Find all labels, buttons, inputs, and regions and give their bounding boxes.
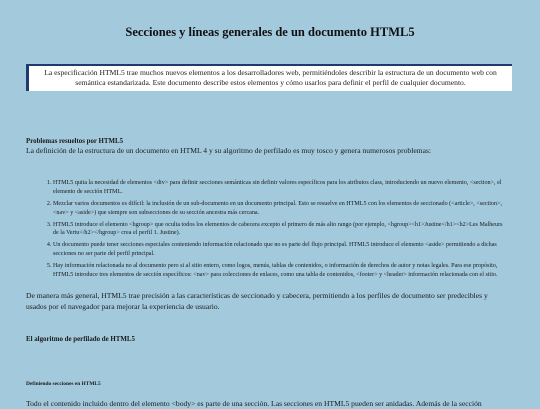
list-item: 3. HTML5 introduce el elemento <hgroup> que oculta todos los elementos de cabecera excepto el primero de más alto rango (por ejemplo, <hgroup><h1>Justine</h1><h2>Les Malheurs de la Vertu</h2></hgroup> crea el perfil 1. Justine). bbox=[53, 221, 509, 239]
section-heading-problems: Problemas resueltos por HTML5 bbox=[26, 138, 124, 145]
list-item: 4. Un documento puede tener secciones especiales conteniendo información relacionado que no es parte del flujo principal. HTML5 introduce el elemento <aside> permitiendo a dichas secciones no ser parte del perfil principal. bbox=[53, 241, 509, 259]
page-title: Secciones y líneas generales de un documento HTML5 bbox=[125, 25, 415, 39]
section-lead-paragraph: La definición de la estructura de un documento en HTML 4 y su algoritmo de perfilado es muy tosco y genera numerosos problemas: bbox=[26, 145, 432, 155]
problems-list bbox=[36, 179, 509, 283]
list-item: 5. Hay información relacionada no al documento pero si al sitio entero, como logos, menús, tablas de contenidos, o información de derechos de autor y notas legales. Para ese propósito, HTML5 introduce tres elementos de sección específicos: <nav> para colecciones de enlaces, como una tabla de contenidos, <footer> y <header> información relacionada con el sitio. bbox=[53, 262, 509, 280]
section-heading-algorithm: El algoritmo de perfilado de HTML5 bbox=[26, 336, 135, 343]
intro-summary-box: La especificación HTML5 trae muchos nuevos elementos a los desarrolladores web, permitiéndoles describir la estructura de un documento web con semántica estandarizada. Este documento describe estos elementos y cómo usarlos para definir el perfil de cualquier documento. bbox=[26, 64, 512, 91]
body-paragraph: Todo el contenido incluido dentro del elemento <body> es parte de una sección. Las secciones en HTML5 pueden ser anidadas. Además de la sección bbox=[26, 399, 482, 408]
subsection-heading-defining: Definiendo secciones en HTML5 bbox=[26, 381, 101, 387]
list-item: 1. HTML5 quita la necesidad de elementos <div> para definir secciones semánticas sin definir valores específicos para los atributos class, introduciendo un nuevo elemento, <section>, el elemento de sección HTML. bbox=[53, 179, 509, 197]
closing-paragraph: De manera más general, HTML5 trae precisión a las características de seccionado y cabecera, permitiendo a los perfiles de documento ser predecibles y usados por el navegador para mejorar la experiencia de usuario. bbox=[26, 291, 488, 311]
list-item: 2. Mezclar varios documentos es difícil: la inclusión de un sub-documento en un documento principal. Esto se resuelve en HTML5 con los elementos de seccionado (<article>, <section>, <nav> y <aside>) que siempre son subsecciones de su sección ancestra más cercana. bbox=[53, 200, 509, 218]
